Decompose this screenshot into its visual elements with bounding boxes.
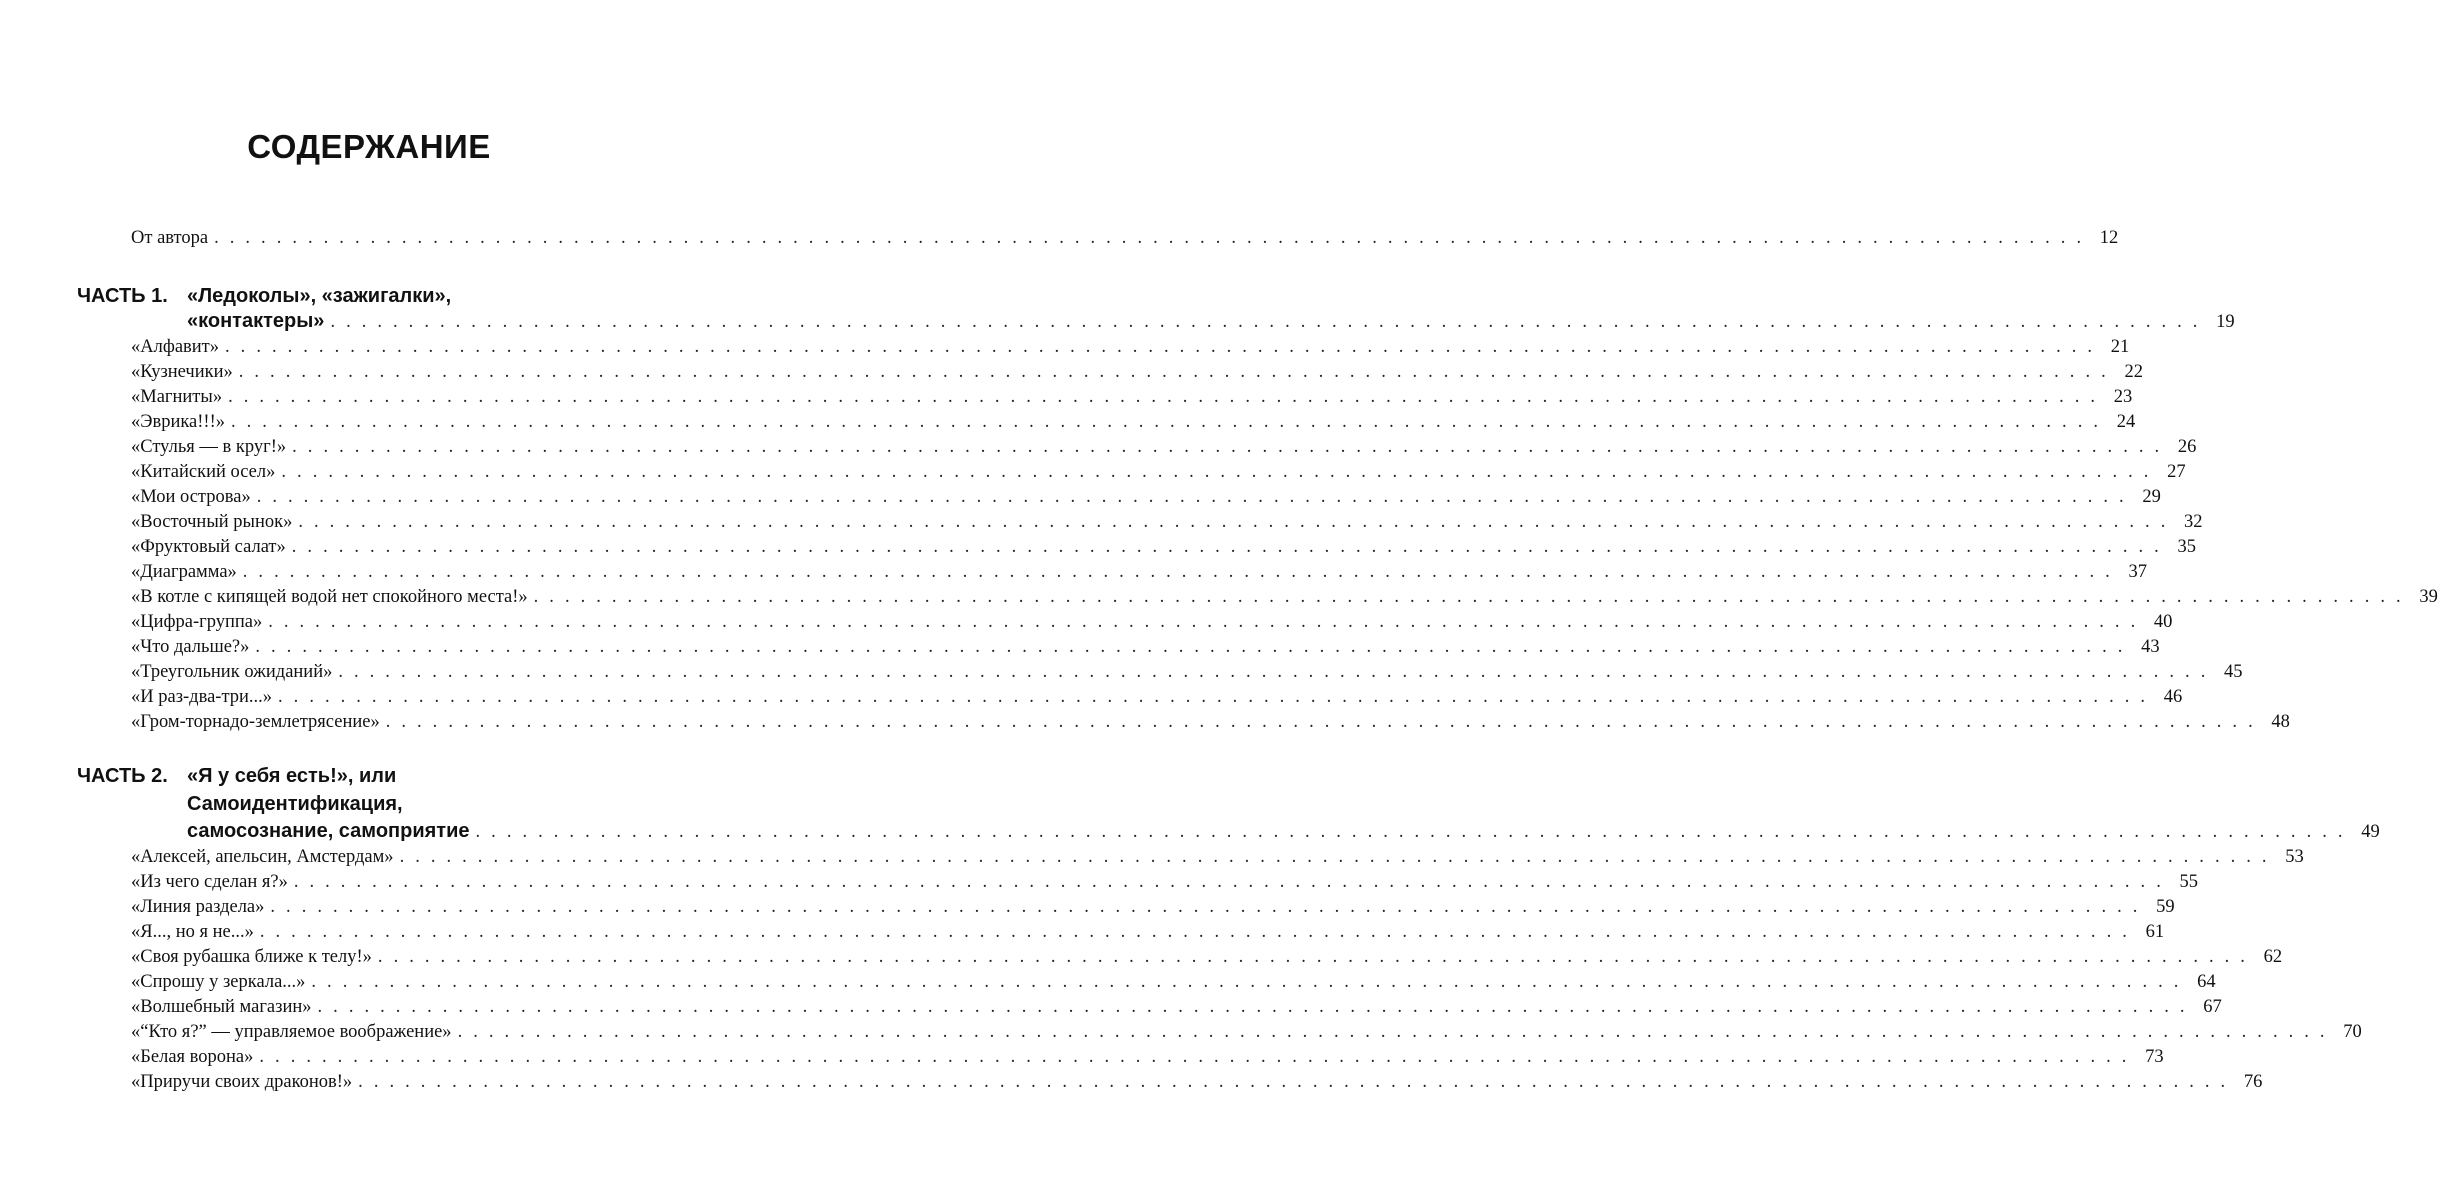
page-number: 76 — [2243, 1071, 2263, 1092]
page-number: 55 — [2179, 871, 2199, 892]
page-number: 35 — [2177, 536, 2196, 557]
page-number: 46 — [2163, 686, 2183, 707]
toc-entry[interactable] — [131, 685, 2183, 710]
entry-title: «“Кто я?” — управляемое воображение» — [131, 1021, 452, 1042]
entry-title: «Магниты» — [131, 386, 223, 407]
entry-title: «Алексей, апельсин, Амстердам» — [131, 846, 394, 867]
dot-leader: . . . . . . . . . . . . . . . . . . . . . . . . . . . . . . . . . . . . . . . . . . . . . . . . . . . . . . . . . . . . . . . . . . . . . . . . . . . . . . . . . . . . . . . . . . . . . . . . . . . . . . . . . . . . . . . . . . . . . . . . — [228, 386, 2099, 407]
page-number: 61 — [2145, 921, 2165, 942]
entry-title: «Своя рубашка ближе к телу!» — [131, 946, 372, 967]
dot-leader: . . . . . . . . . . . . . . . . . . . . . . . . . . . . . . . . . . . . . . . . . . . . . . . . . . . . . . . . . . . . . . . . . . . . . . . . . . . . . . . . . . . . . . . . . . . . . . . . . . . . . . . . . . . . . . . . . . . . . . . . — [281, 461, 2152, 482]
toc-entry[interactable] — [131, 610, 2173, 635]
entry-title: «Я..., но я не...» — [131, 921, 254, 942]
part-title-line: Самоидентификация, — [187, 792, 403, 815]
page-number: 70 — [2343, 1021, 2362, 1042]
page-number: 67 — [2203, 996, 2222, 1017]
toc-entry[interactable] — [131, 585, 2438, 610]
entry-title: «Белая ворона» — [131, 1046, 254, 1067]
page-number: 40 — [2153, 611, 2173, 632]
page-number: 64 — [2197, 971, 2216, 992]
page-number: 45 — [2224, 661, 2243, 682]
dot-leader: . . . . . . . . . . . . . . . . . . . . . . . . . . . . . . . . . . . . . . . . . . . . . . . . . . . . . . . . . . . . . . . . . . . . . . . . . . . . . . . . . . . . . . . . . . . . . . . . . . . . . . . . . . . . . . . . . . . . . . . . — [231, 411, 2102, 432]
dot-leader: . . . . . . . . . . . . . . . . . . . . . . . . . . . . . . . . . . . . . . . . . . . . . . . . . . . . . . . . . . . . . . . . . . . . . . . . . . . . . . . . . . . . . . . . . . . . . . . . . . . . . . . . . . . . . . . . . . . . . . . . — [259, 921, 2131, 942]
toc-entry[interactable] — [131, 435, 2197, 460]
part-title-entry[interactable] — [187, 819, 2380, 844]
dot-leader: . . . . . . . . . . . . . . . . . . . . . . . . . . . . . . . . . . . . . . . . . . . . . . . . . . . . . . . . . . . . . . . . . . . . . . . . . . . . . . . . . . . . . . . . . . . . . . . . . . . . . . . . . . . . . . . . . . . . . . . . — [242, 561, 2113, 582]
toc-entry[interactable] — [131, 920, 2165, 945]
entry-title: «Фруктовый салат» — [131, 536, 286, 557]
entry-title: «Приручи своих драконов!» — [131, 1071, 353, 1092]
page-number: 29 — [2142, 486, 2161, 507]
page-number: 62 — [2263, 946, 2283, 967]
page-number: 43 — [2141, 636, 2160, 657]
toc-entry[interactable] — [131, 970, 2216, 995]
dot-leader: . . . . . . . . . . . . . . . . . . . . . . . . . . . . . . . . . . . . . . . . . . . . . . . . . . . . . . . . . . . . . . . . . . . . . . . . . . . . . . . . . . . . . . . . . . . . . . . . . . . . . . . . . . . . . . . . . . . . . . . . — [256, 486, 2127, 507]
toc-entry[interactable] — [131, 385, 2133, 410]
dot-leader: . . . . . . . . . . . . . . . . . . . . . . . . . . . . . . . . . . . . . . . . . . . . . . . . . . . . . . . . . . . . . . . . . . . . . . . . . . . . . . . . . . . . . . . . . . . . . . . . . . . . . . . . . . . . . . . . . . . . . . . . — [225, 336, 2096, 357]
page-number: 53 — [2285, 846, 2304, 867]
toc-entry[interactable] — [131, 410, 2136, 435]
page-number: 49 — [2361, 822, 2380, 842]
entry-title: «Восточный рынок» — [131, 511, 293, 532]
page-title: СОДЕРЖАНИЕ — [247, 128, 491, 165]
dot-leader: . . . . . . . . . . . . . . . . . . . . . . . . . . . . . . . . . . . . . . . . . . . . . . . . . . . . . . . . . . . . . . . . . . . . . . . . . . . . . . . . . . . . . . . . . . . . . . . . . . . . . . . . . . . . . . . . . . . . . . . . — [278, 686, 2149, 707]
part-title-entry[interactable] — [187, 309, 2235, 334]
dot-leader: . . . . . . . . . . . . . . . . . . . . . . . . . . . . . . . . . . . . . . . . . . . . . . . . . . . . . . . . . . . . . . . . . . . . . . . . . . . . . . . . . . . . . . . . . . . . . . . . . . . . . . . . . . . . . . . . . . . . . . . . — [385, 711, 2256, 732]
dot-leader: . . . . . . . . . . . . . . . . . . . . . . . . . . . . . . . . . . . . . . . . . . . . . . . . . . . . . . . . . . . . . . . . . . . . . . . . . . . . . . . . . . . . . . . . . . . . . . . . . . . . . . . . . . . . . . . . . . . . . . . . — [255, 636, 2126, 657]
toc-entry[interactable] — [131, 895, 2175, 920]
part-number: ЧАСТЬ 2. — [77, 765, 168, 787]
toc-entry[interactable] — [131, 1020, 2362, 1045]
dot-leader: . . . . . . . . . . . . . . . . . . . . . . . . . . . . . . . . . . . . . . . . . . . . . . . . . . . . . . . . . . . . . . . . . . . . . . . . . . . . . . . . . . . . . . . . . . . . . . . . . . . . . . . . . . . . . . . . . . . . . . . . — [291, 536, 2162, 557]
dot-leader: . . . . . . . . . . . . . . . . . . . . . . . . . . . . . . . . . . . . . . . . . . . . . . . . . . . . . . . . . . . . . . . . . . . . . . . . . . . . . . . . . . . . . . . . . . . . . . . . . . . . . . . . . . . . . . . . . . . . . . . . — [268, 611, 2139, 632]
toc-entry[interactable] — [131, 1070, 2263, 1095]
toc-entry[interactable] — [131, 870, 2199, 895]
entry-title: «Стулья — в круг!» — [131, 436, 287, 457]
dot-leader: . . . . . . . . . . . . . . . . . . . . . . . . . . . . . . . . . . . . . . . . . . . . . . . . . . . . . . . . . . . . . . . . . . . . . . . . . . . . . . . . . . . . . . . . . . . . . . . . . . . . . . . . . . . . . . . . . . . . . . . . — [338, 661, 2209, 682]
entry-title: «Треугольник ожиданий» — [131, 661, 333, 682]
dot-leader: . . . . . . . . . . . . . . . . . . . . . . . . . . . . . . . . . . . . . . . . . . . . . . . . . . . . . . . . . . . . . . . . . . . . . . . . . . . . . . . . . . . . . . . . . . . . . . . . . . . . . . . . . . . . . . . . . . . . . . . . — [317, 996, 2188, 1017]
entry-title: «Волшебный магазин» — [131, 996, 312, 1017]
dot-leader: . . . . . . . . . . . . . . . . . . . . . . . . . . . . . . . . . . . . . . . . . . . . . . . . . . . . . . . . . . . . . . . . . . . . . . . . . . . . . . . . . . . . . . . . . . . . . . . . . . . . . . . . . . . . . . . . . . . . . . . . — [270, 896, 2141, 917]
page-number: 24 — [2116, 411, 2136, 432]
toc-entry[interactable] — [131, 995, 2222, 1020]
page-number: 26 — [2177, 436, 2197, 457]
dot-leader: . . . . . . . . . . . . . . . . . . . . . . . . . . . . . . . . . . . . . . . . . . . . . . . . . . . . . . . . . . . . . . . . . . . . . . . . . . . . . . . . . . . . . . . . . . . . . . . . . . . . . . . . . . . . . . . . . . . . . . . . — [214, 228, 2085, 248]
page-number: 27 — [2167, 461, 2186, 482]
dot-leader: . . . . . . . . . . . . . . . . . . . . . . . . . . . . . . . . . . . . . . . . . . . . . . . . . . . . . . . . . . . . . . . . . . . . . . . . . . . . . . . . . . . . . . . . . . . . . . . . . . . . . . . . . . . . . . . . . . . . . . . . — [377, 946, 2249, 967]
entry-title: «Эврика!!!» — [131, 411, 225, 432]
page-number: 37 — [2128, 561, 2147, 582]
toc-entry[interactable] — [131, 535, 2196, 560]
entry-title: «Цифра-группа» — [131, 611, 263, 632]
dot-leader: . . . . . . . . . . . . . . . . . . . . . . . . . . . . . . . . . . . . . . . . . . . . . . . . . . . . . . . . . . . . . . . . . . . . . . . . . . . . . . . . . . . . . . . . . . . . . . . . . . . . . . . . . . . . . . . . . . . . . . . . — [298, 511, 2169, 532]
dot-leader: . . . . . . . . . . . . . . . . . . . . . . . . . . . . . . . . . . . . . . . . . . . . . . . . . . . . . . . . . . . . . . . . . . . . . . . . . . . . . . . . . . . . . . . . . . . . . . . . . . . . . . . . . . . . . . . . . . . . . . . . — [259, 1046, 2130, 1067]
toc-entry[interactable] — [131, 485, 2161, 510]
toc-entry[interactable] — [131, 635, 2160, 660]
entry-title: «Линия раздела» — [131, 896, 265, 917]
dot-leader: . . . . . . . . . . . . . . . . . . . . . . . . . . . . . . . . . . . . . . . . . . . . . . . . . . . . . . . . . . . . . . . . . . . . . . . . . . . . . . . . . . . . . . . . . . . . . . . . . . . . . . . . . . . . . . . . . . . . . . . . — [399, 846, 2270, 867]
toc-entry-preface[interactable] — [131, 226, 2119, 251]
page-number: 19 — [2216, 312, 2235, 332]
entry-title: «И раз-два-три...» — [131, 686, 273, 707]
entry-title: «Диаграмма» — [131, 561, 237, 582]
toc-entry[interactable] — [131, 945, 2283, 970]
toc-entry[interactable] — [131, 460, 2186, 485]
toc-entry[interactable] — [131, 1045, 2164, 1070]
toc-entry[interactable] — [131, 560, 2147, 585]
toc-entry[interactable] — [131, 845, 2304, 870]
page-number: 22 — [2124, 361, 2143, 382]
entry-title: «контактеры» — [187, 310, 325, 332]
page-number: 12 — [2099, 228, 2119, 248]
page-number: 21 — [2110, 336, 2130, 357]
dot-leader: . . . . . . . . . . . . . . . . . . . . . . . . . . . . . . . . . . . . . . . . . . . . . . . . . . . . . . . . . . . . . . . . . . . . . . . . . . . . . . . . . . . . . . . . . . . . . . . . . . . . . . . . . . . . . . . . . . . . . . . . — [358, 1071, 2229, 1092]
part-title-line: «Ледоколы», «зажигалки», — [187, 285, 452, 307]
entry-title: От автора — [131, 228, 209, 248]
dot-leader: . . . . . . . . . . . . . . . . . . . . . . . . . . . . . . . . . . . . . . . . . . . . . . . . . . . . . . . . . . . . . . . . . . . . . . . . . . . . . . . . . . . . . . . . . . . . . . . . . . . . . . . . . . . . . . . . . . . . . . . . — [238, 361, 2109, 382]
toc-entry[interactable] — [131, 335, 2130, 360]
dot-leader: . . . . . . . . . . . . . . . . . . . . . . . . . . . . . . . . . . . . . . . . . . . . . . . . . . . . . . . . . . . . . . . . . . . . . . . . . . . . . . . . . . . . . . . . . . . . . . . . . . . . . . . . . . . . . . . . . . . . . . . . — [533, 586, 2404, 607]
entry-title: «Китайский осел» — [131, 461, 276, 482]
toc-entry[interactable] — [131, 510, 2203, 535]
dot-leader: . . . . . . . . . . . . . . . . . . . . . . . . . . . . . . . . . . . . . . . . . . . . . . . . . . . . . . . . . . . . . . . . . . . . . . . . . . . . . . . . . . . . . . . . . . . . . . . . . . . . . . . . . . . . . . . . . . . . . . . . — [457, 1021, 2328, 1042]
entry-title: «Что дальше?» — [131, 636, 250, 657]
page-number: 39 — [2419, 586, 2438, 607]
entry-title: «Кузнечики» — [131, 361, 233, 382]
toc-entry[interactable] — [131, 660, 2243, 685]
page-number: 23 — [2113, 386, 2133, 407]
dot-leader: . . . . . . . . . . . . . . . . . . . . . . . . . . . . . . . . . . . . . . . . . . . . . . . . . . . . . . . . . . . . . . . . . . . . . . . . . . . . . . . . . . . . . . . . . . . . . . . . . . . . . . . . . . . . . . . . . . . . . . . . — [311, 971, 2182, 992]
entry-title: «Из чего сделан я?» — [131, 871, 288, 892]
dot-leader: . . . . . . . . . . . . . . . . . . . . . . . . . . . . . . . . . . . . . . . . . . . . . . . . . . . . . . . . . . . . . . . . . . . . . . . . . . . . . . . . . . . . . . . . . . . . . . . . . . . . . . . . . . . . . . . . . . . . . . . . — [293, 871, 2165, 892]
toc-entry[interactable] — [131, 710, 2290, 735]
entry-title: «Гром-торнадо-землетрясение» — [131, 711, 380, 732]
part-title-line: «Я у себя есть!», или — [187, 765, 397, 787]
dot-leader: . . . . . . . . . . . . . . . . . . . . . . . . . . . . . . . . . . . . . . . . . . . . . . . . . . . . . . . . . . . . . . . . . . . . . . . . . . . . . . . . . . . . . . . . . . . . . . . . . . . . . . . . . . . . . . . . . . . . . . . . — [292, 436, 2163, 457]
toc-entry[interactable] — [131, 360, 2143, 385]
page-number: 73 — [2145, 1046, 2164, 1067]
part-number: ЧАСТЬ 1. — [77, 285, 168, 307]
entry-title: «Спрошу у зеркала...» — [131, 971, 306, 992]
dot-leader: . . . . . . . . . . . . . . . . . . . . . . . . . . . . . . . . . . . . . . . . . . . . . . . . . . . . . . . . . . . . . . . . . . . . . . . . . . . . . . . . . . . . . . . . . . . . . . . . . . . . . . . . . . . . . . . . . . . . . . . . — [475, 822, 2346, 842]
page-number: 48 — [2271, 711, 2290, 732]
page-number: 59 — [2156, 896, 2175, 917]
page-number: 32 — [2184, 511, 2203, 532]
entry-title: «В котле с кипящей водой нет спокойного места!» — [131, 586, 528, 607]
entry-title: «Мои острова» — [131, 486, 251, 507]
entry-title: самосознание, самоприятие — [187, 820, 470, 842]
entry-title: «Алфавит» — [131, 336, 220, 357]
dot-leader: . . . . . . . . . . . . . . . . . . . . . . . . . . . . . . . . . . . . . . . . . . . . . . . . . . . . . . . . . . . . . . . . . . . . . . . . . . . . . . . . . . . . . . . . . . . . . . . . . . . . . . . . . . . . . . . . . . . . . . . . — [330, 312, 2201, 332]
